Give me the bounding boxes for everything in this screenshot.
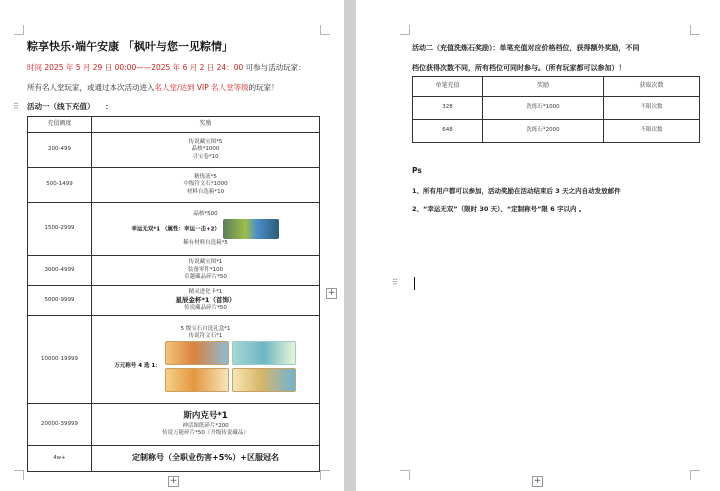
- recharge-reward-table: [27, 116, 320, 472]
- table-header-row: [413, 77, 700, 97]
- times-cell: 不限次数: [604, 120, 700, 143]
- reward-cell: [92, 256, 320, 286]
- feature-reward: 定制称号（全职业伤害+5%）+区服冠名: [132, 453, 279, 463]
- reward-item: 传说藏宝图*1: [188, 259, 223, 266]
- eligibility-highlight: 名人堂/达到 VIP 名人堂等级: [154, 83, 249, 92]
- reward-cell: [92, 286, 320, 316]
- plus-icon[interactable]: +: [327, 288, 336, 298]
- reward-item: 传说藏宝图*5: [188, 138, 223, 145]
- reward-cell: [92, 168, 320, 203]
- feature-reward: 万元称号 4 选 1：: [114, 363, 161, 370]
- table-row: [28, 256, 320, 286]
- title-banner-image: [165, 341, 229, 365]
- margin-corner: [400, 470, 410, 480]
- feature-reward: 幸运无双*1 （属性：幸运一击+2）: [131, 226, 220, 233]
- ps-title: Ps: [412, 166, 422, 175]
- amount-cell: 3000-4999: [28, 256, 92, 286]
- activity2-line2: 档位获得次数不同，所有档位可同时参与。（所有玩家都可以参加）！: [412, 64, 626, 72]
- amount-cell: 1500-2999: [28, 203, 92, 256]
- reward-item: 5 级宝石自选礼盒*1: [180, 325, 231, 332]
- reward-cell: [92, 133, 320, 168]
- feature-reward: 星辰金杯*1（首饰）: [175, 296, 236, 305]
- margin-corner: [690, 470, 700, 480]
- amount-cell: 328: [413, 97, 483, 120]
- feature-reward: 斯内克号*1: [183, 411, 228, 422]
- margin-corner: [690, 25, 700, 35]
- page-gap: [344, 0, 356, 491]
- time-range: 2025 年 5 月 29 日 00:00——2025 年 6 月 2 日 24：00: [44, 63, 244, 72]
- margin-corner: [14, 470, 24, 480]
- header-cell: 奖励: [92, 117, 320, 133]
- ps-line-2: 2、“幸运无双”（限时 30 天）、“定制称号”限 6 字以内 。: [412, 205, 586, 213]
- amount-cell: 10000-19999: [28, 316, 92, 404]
- activity2-text: ：单笔充值对应价格档位，获得额外奖励，不同: [492, 44, 640, 52]
- title-banner-image: [232, 368, 296, 392]
- reward-item: 寻宝卷*10: [192, 153, 219, 160]
- title-choice-block: [94, 340, 317, 393]
- amount-cell: 500-1499: [28, 168, 92, 203]
- document-title: 粽享快乐·端午安康 「枫叶与您一见粽情」: [27, 40, 234, 53]
- times-cell: 不限次数: [604, 97, 700, 120]
- table-header-row: [28, 117, 320, 133]
- reward-item: 晶核*1000: [191, 146, 220, 153]
- ps-line-1: 1、所有用户都可以参加，活动奖励在活动结束后 3 天之内自动发放邮件: [412, 187, 621, 195]
- plus-icon[interactable]: +: [533, 476, 542, 486]
- plus-icon[interactable]: +: [169, 476, 178, 486]
- eligibility-line: [27, 82, 279, 93]
- amount-cell: 4w+: [28, 446, 92, 472]
- drag-handle-icon[interactable]: ⠿: [13, 102, 18, 111]
- document-page-left: [0, 0, 344, 491]
- amount-cell: 648: [413, 120, 483, 143]
- eligibility-prefix: 所有名人堂玩家，或通过本次活动进入: [27, 83, 155, 92]
- reward-cell: [92, 446, 320, 472]
- activity1-colon: ：: [105, 102, 113, 111]
- reward-item: 传说符文石*1: [188, 333, 223, 339]
- table-row: [28, 446, 320, 472]
- table-row: [28, 404, 320, 446]
- document-page-right: [356, 0, 720, 491]
- amount-cell: 20000-39999: [28, 404, 92, 446]
- wash-stone-table: [412, 76, 700, 143]
- table-row: [413, 120, 700, 143]
- reward-item: 神话图纸碎片*200: [182, 422, 229, 429]
- reward-item: 传说万能碎片*50（升级传说藏品）: [162, 430, 249, 437]
- reward-item: 传说藏品碎片*50: [184, 304, 227, 311]
- margin-corner: [14, 25, 24, 35]
- header-cell: 单笔充值: [413, 77, 483, 97]
- activity1-title: 活动一（线下充值）: [27, 102, 95, 111]
- reward-item: 卓越藏品碎片*50: [184, 274, 227, 281]
- table-row: [28, 316, 320, 404]
- table-row: [28, 168, 320, 203]
- reward-cell: [92, 404, 320, 446]
- drag-handle-icon[interactable]: ⠿: [392, 278, 397, 287]
- reward-item: 装备零件*100: [187, 266, 224, 273]
- activity1-title-line: [27, 101, 113, 112]
- time-line: [27, 62, 306, 73]
- reward-item: 精炼液*5: [194, 173, 217, 180]
- time-suffix: 可参与活动玩家：: [243, 63, 306, 72]
- time-prefix: 时间: [27, 63, 45, 72]
- title-banner-grid: [164, 340, 297, 393]
- reward-item: 材料自选箱*10: [186, 188, 225, 195]
- reward-item: 精灵进化卡*1: [188, 288, 223, 295]
- eligibility-suffix: 的玩家！: [248, 83, 279, 92]
- table-row: [28, 203, 320, 256]
- reward-cell: 洗练石*1000: [483, 97, 604, 120]
- table-row: [413, 97, 700, 120]
- feature-line: [94, 218, 317, 240]
- table-row: [28, 286, 320, 316]
- margin-corner: [400, 25, 410, 35]
- reward-cell: [92, 203, 320, 256]
- title-banner-image: [165, 368, 229, 392]
- reward-cell: [92, 316, 320, 404]
- text-cursor: [414, 277, 415, 290]
- header-cell: 获取次数: [604, 77, 700, 97]
- reward-cell: 洗练石*2000: [483, 120, 604, 143]
- activity2-line1: [412, 43, 640, 53]
- activity2-title: 活动二（充值洗炼石奖励）: [412, 44, 493, 52]
- reward-item: 中级符文石*1000: [183, 181, 228, 188]
- table-row: [28, 133, 320, 168]
- reward-item: 稀有材料自选箱*5: [183, 240, 228, 246]
- margin-corner: [320, 470, 330, 480]
- amount-cell: 200-499: [28, 133, 92, 168]
- title-banner-image: [232, 341, 296, 365]
- margin-corner: [320, 25, 330, 35]
- title-banner-image: [223, 219, 279, 239]
- reward-item: 晶核*500: [193, 210, 218, 217]
- header-cell: 奖励: [483, 77, 604, 97]
- header-cell: 充值额度: [28, 117, 92, 133]
- amount-cell: 5000-9999: [28, 286, 92, 316]
